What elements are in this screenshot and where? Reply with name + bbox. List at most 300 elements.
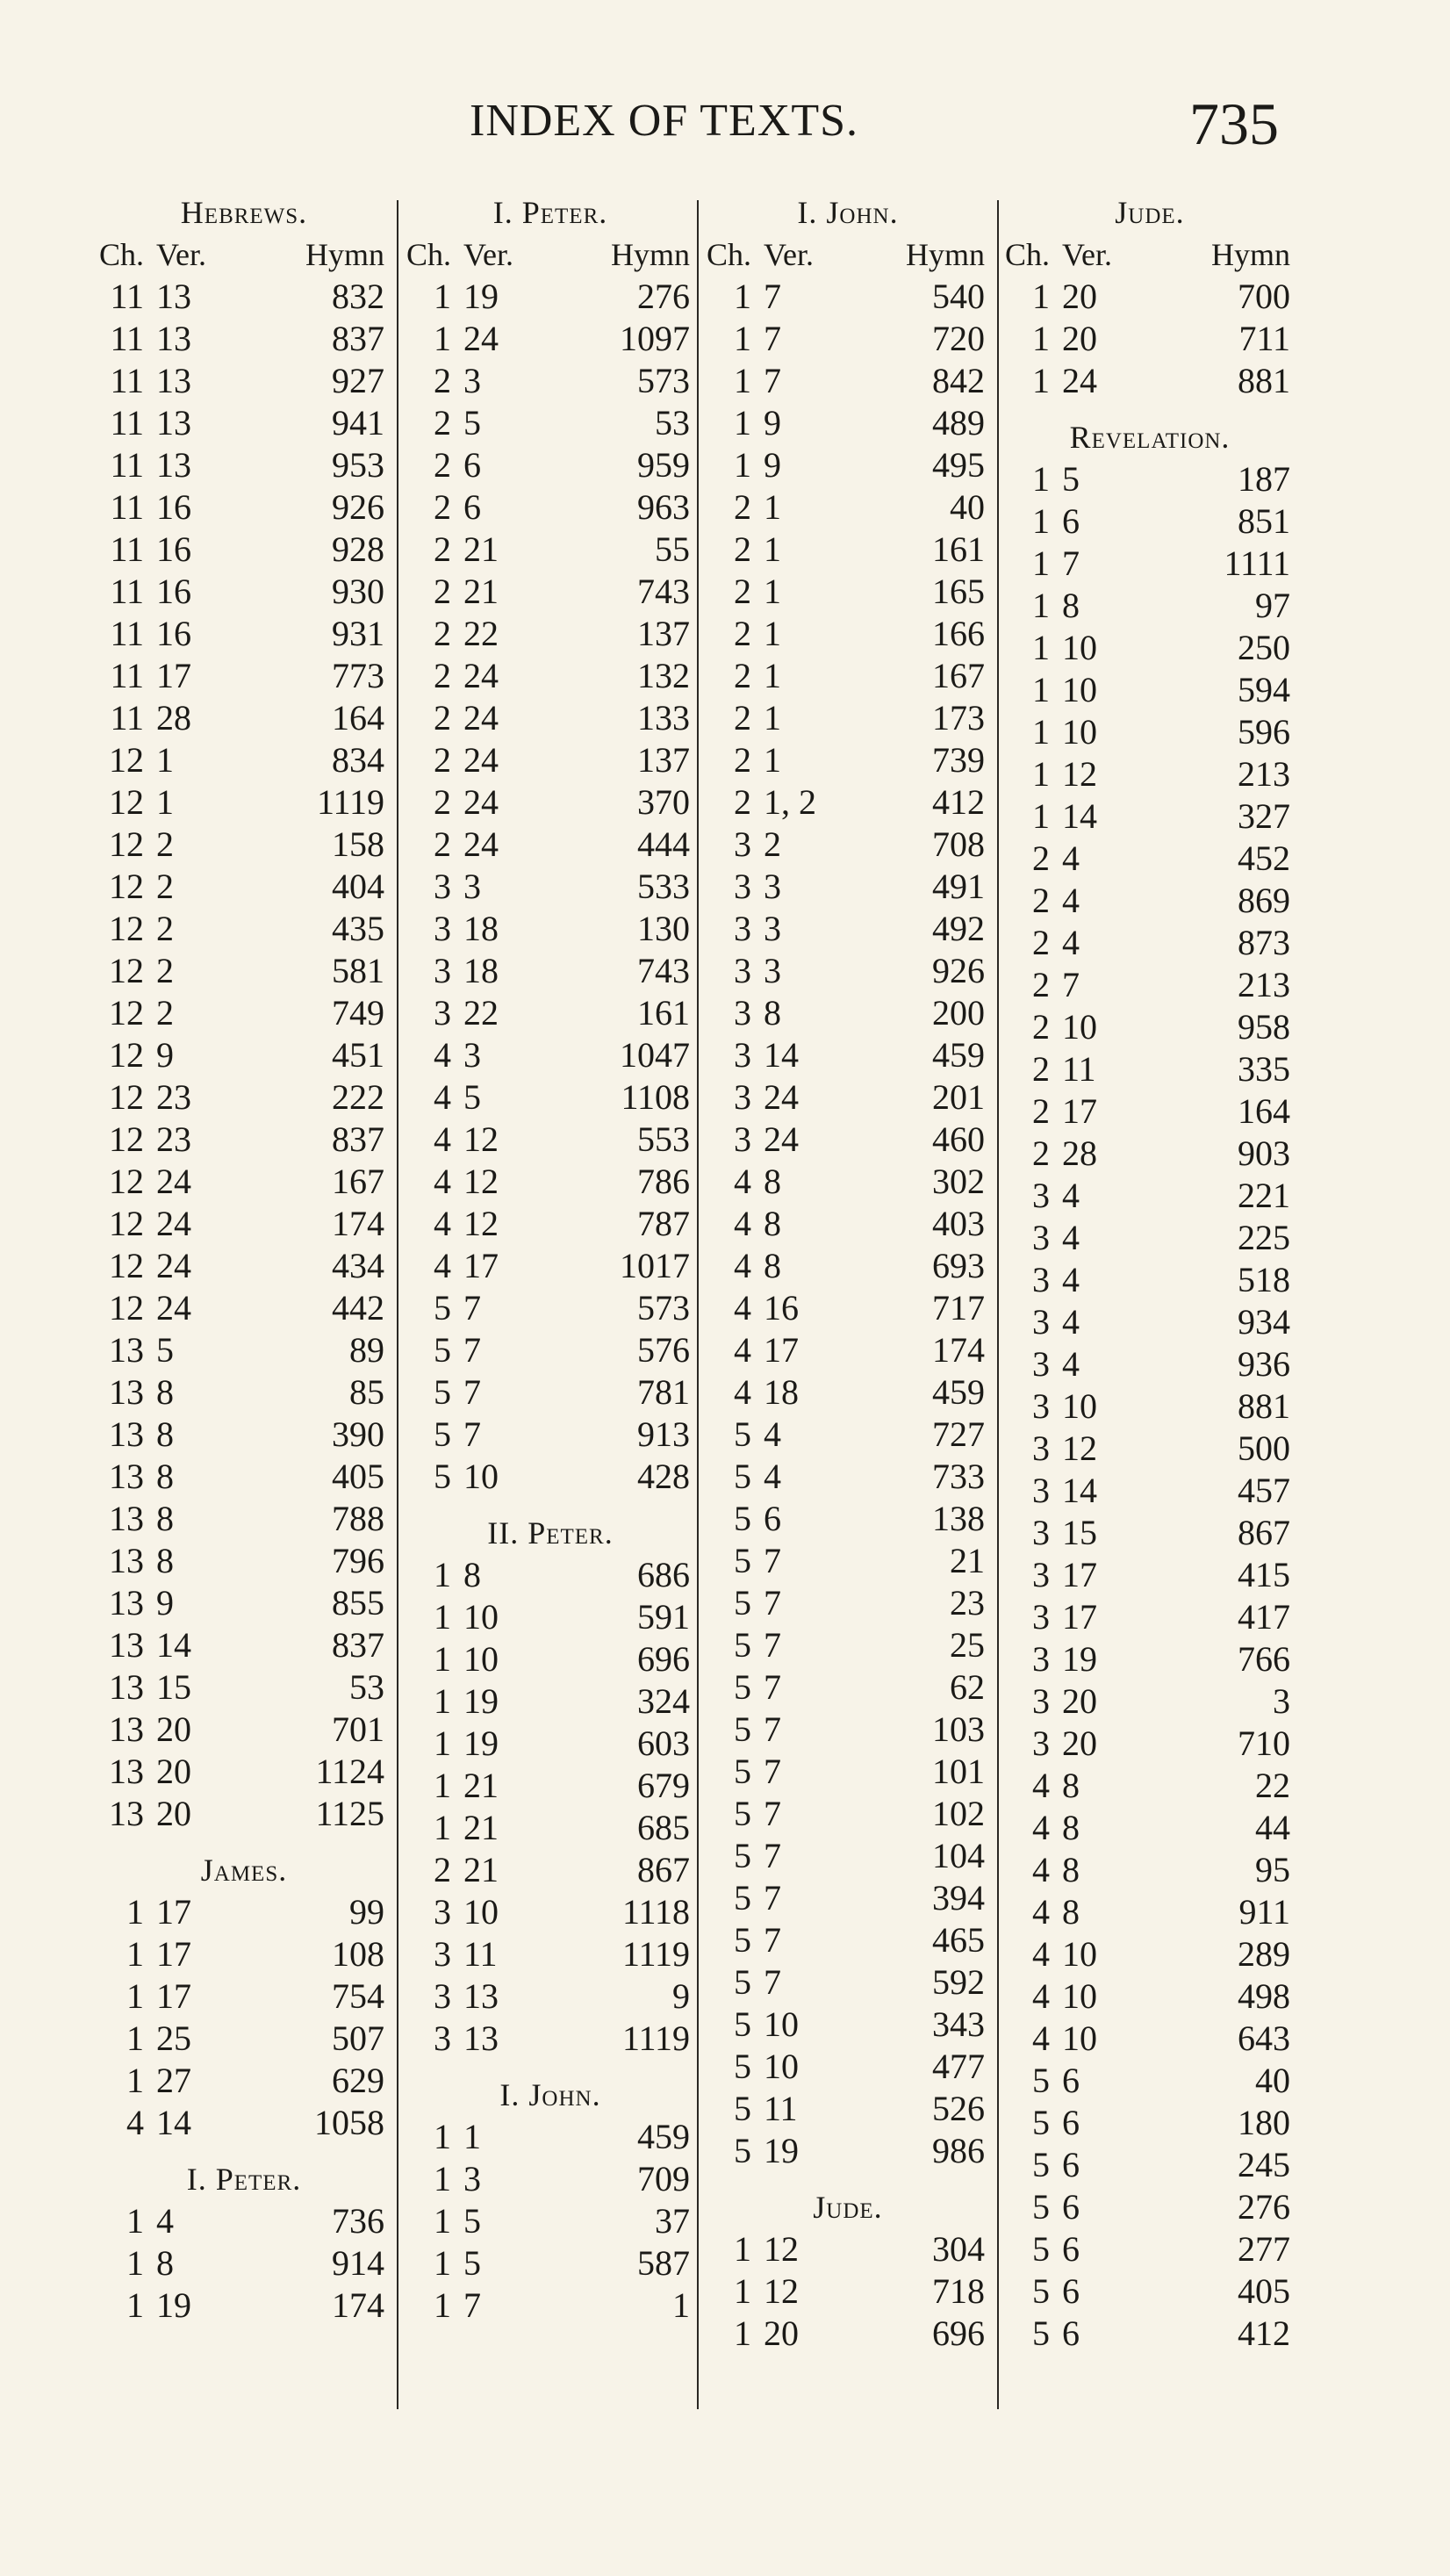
header-hymn: Hymn [305,237,384,272]
cell-ver: 15 [156,1667,191,1707]
cell-hymn: 53 [349,1667,384,1707]
index-row [95,318,393,360]
cell-ch: 11 [110,572,144,611]
cell-hymn: 304 [932,2229,985,2269]
cell-hymn: 881 [1238,361,1290,400]
cell-ch: 2 [734,529,751,569]
index-row [702,2313,994,2355]
index-row [702,2130,994,2172]
index-row [95,1891,393,1933]
cell-ch: 4 [434,1162,451,1201]
cell-ch: 11 [110,403,144,443]
cell-hymn: 491 [932,867,985,906]
cell-hymn: 161 [932,529,985,569]
cell-hymn: 405 [332,1457,384,1496]
cell-hymn: 225 [1238,1218,1290,1257]
cell-hymn: 3 [1273,1681,1290,1721]
cell-ver: 6 [1062,2103,1080,2142]
cell-hymn: 89 [349,1330,384,1370]
cell-ch: 4 [126,2103,144,2142]
cell-ch: 3 [734,824,751,864]
book-heading: Revelation. [1069,420,1231,455]
cell-ver: 13 [463,1976,499,2016]
cell-hymn: 686 [637,1555,690,1594]
cell-ver: 12 [1062,754,1097,794]
cell-hymn: 174 [932,1330,985,1370]
cell-ver: 28 [156,698,191,738]
cell-ver: 11 [1062,1049,1096,1089]
index-row [95,276,393,318]
cell-ver: 19 [463,1723,499,1763]
index-row [702,1371,994,1414]
column-header-row [402,234,699,276]
cell-ch: 2 [434,403,451,443]
cell-ver: 19 [156,2285,191,2325]
cell-hymn: 1 [672,2285,690,2325]
cell-hymn: 837 [332,1625,384,1665]
cell-ch: 1 [734,2271,751,2311]
cell-hymn: 489 [932,403,985,443]
cell-ver: 24 [156,1162,191,1201]
cell-hymn: 213 [1238,965,1290,1004]
index-row [95,2018,393,2060]
cell-ver: 1 [463,2117,481,2156]
cell-ch: 1 [434,1597,451,1637]
cell-ver: 24 [463,782,499,822]
cell-ver: 24 [156,1246,191,1285]
index-row [1001,1554,1299,1596]
index-row [702,655,994,697]
cell-ver: 8 [1062,1850,1080,1889]
cell-hymn: 245 [1238,2145,1290,2184]
cell-ch: 4 [734,1372,751,1412]
cell-ver: 8 [156,2243,174,2283]
index-row [1001,1723,1299,1765]
index-row [402,1456,699,1498]
cell-hymn: 403 [932,1204,985,1243]
cell-ver: 13 [156,319,191,358]
cell-ch: 2 [1032,1091,1050,1131]
cell-ch: 1 [434,1681,451,1721]
cell-ver: 3 [463,361,481,400]
cell-hymn: 842 [932,361,985,400]
index-row [1001,585,1299,627]
cell-ver: 8 [764,1246,781,1285]
cell-ch: 2 [434,445,451,485]
index-row [95,486,393,529]
index-column-4 [1001,191,1299,2355]
cell-hymn: 507 [332,2018,384,2058]
cell-ver: 8 [1062,1808,1080,1847]
cell-ver: 7 [463,1330,481,1370]
index-row [1001,1133,1299,1175]
index-row [1001,1343,1299,1385]
cell-ver: 8 [463,1555,481,1594]
cell-ver: 21 [463,1850,499,1889]
cell-ver: 4 [1062,1176,1080,1215]
index-row [402,486,699,529]
cell-ch: 1 [126,2201,144,2241]
index-row [95,613,393,655]
cell-hymn: 412 [932,782,985,822]
index-row [702,1919,994,1961]
cell-ver: 19 [1062,1639,1097,1679]
index-row [1001,753,1299,795]
cell-ch: 1 [434,2201,451,2241]
header-ver: Ver. [156,237,206,272]
index-row [702,1161,994,1203]
cell-hymn: 855 [332,1583,384,1623]
index-row [402,613,699,655]
cell-hymn: 766 [1238,1639,1290,1679]
cell-ver: 10 [463,1892,499,1932]
cell-hymn: 495 [932,445,985,485]
index-row [1001,795,1299,838]
cell-hymn: 643 [1238,2018,1290,2058]
cell-ver: 7 [764,361,781,400]
cell-ch: 2 [434,782,451,822]
index-row [702,1666,994,1709]
index-row [1001,1301,1299,1343]
cell-hymn: 986 [932,2131,985,2170]
cell-ver: 1 [156,782,174,822]
index-row [1001,1048,1299,1090]
cell-hymn: 102 [932,1794,985,1833]
cell-ch: 2 [734,614,751,653]
cell-hymn: 953 [332,445,384,485]
cell-ver: 24 [1062,361,1097,400]
index-row [402,1975,699,2018]
cell-ver: 12 [1062,1428,1097,1468]
cell-ver: 8 [764,993,781,1033]
cell-hymn: 711 [1238,319,1290,358]
index-row [95,2242,393,2285]
cell-ver: 3 [764,867,781,906]
cell-ver: 23 [156,1077,191,1117]
cell-hymn: 404 [332,867,384,906]
index-row [702,2004,994,2046]
index-row [702,402,994,444]
index-row [702,1498,994,1540]
index-row [1001,1175,1299,1217]
cell-hymn: 587 [637,2243,690,2283]
index-row [402,1849,699,1891]
cell-ver: 17 [156,1892,191,1932]
index-row [402,1329,699,1371]
cell-ch: 1 [126,1892,144,1932]
cell-ch: 1 [734,2313,751,2353]
cell-hymn: 101 [932,1752,985,1791]
cell-ver: 7 [764,277,781,316]
cell-ch: 4 [434,1077,451,1117]
cell-ver: 5 [463,2201,481,2241]
cell-ver: 10 [1062,670,1097,709]
index-row [702,1793,994,1835]
index-row [1001,669,1299,711]
cell-hymn: 174 [332,2285,384,2325]
index-column-2 [402,191,699,2327]
cell-ch: 1 [1032,319,1050,358]
cell-ch: 12 [109,1204,144,1243]
index-row [402,1034,699,1076]
index-row [702,950,994,992]
cell-hymn: 773 [332,656,384,695]
cell-hymn: 1097 [620,319,690,358]
cell-hymn: 221 [1238,1176,1290,1215]
index-row [95,1203,393,1245]
cell-ch: 5 [734,1499,751,1538]
cell-hymn: 452 [1238,838,1290,878]
cell-ch: 5 [1032,2271,1050,2311]
cell-ch: 3 [434,909,451,948]
index-row [702,1414,994,1456]
cell-ver: 17 [156,1976,191,2016]
cell-ch: 13 [109,1541,144,1580]
index-row [402,444,699,486]
cell-hymn: 412 [1238,2313,1290,2353]
cell-hymn: 581 [332,951,384,990]
cell-ch: 11 [110,445,144,485]
index-row [402,992,699,1034]
cell-ver: 24 [463,656,499,695]
index-row [402,2285,699,2327]
index-row [1001,2270,1299,2313]
cell-ch: 3 [1032,1302,1050,1342]
cell-ch: 1 [434,2285,451,2325]
cell-ch: 2 [434,740,451,780]
cell-ch: 3 [734,1035,751,1075]
index-row [1001,1638,1299,1680]
cell-ver: 21 [463,1808,499,1847]
cell-ver: 11 [463,1934,498,1974]
index-row [95,1034,393,1076]
cell-ver: 1 [156,740,174,780]
index-row [1001,2018,1299,2060]
cell-ch: 2 [434,487,451,527]
cell-ch: 13 [109,1499,144,1538]
cell-ch: 3 [434,951,451,990]
cell-ch: 11 [110,698,144,738]
cell-ch: 1 [434,2117,451,2156]
page-title: INDEX OF TEXTS. [470,96,859,146]
cell-hymn: 754 [332,1976,384,2016]
cell-hymn: 1047 [620,1035,690,1075]
column-divider [997,200,999,2409]
cell-ver: 17 [764,1330,799,1370]
index-row [702,1751,994,1793]
cell-ver: 4 [156,2201,174,2241]
cell-ver: 1 [764,487,781,527]
cell-ch: 2 [1032,881,1050,920]
cell-ch: 11 [110,277,144,316]
cell-hymn: 104 [932,1836,985,1875]
cell-hymn: 459 [932,1372,985,1412]
cell-hymn: 55 [655,529,690,569]
cell-ver: 14 [156,2103,191,2142]
cell-ver: 19 [463,1681,499,1721]
cell-ver: 5 [463,2243,481,2283]
header-hymn: Hymn [611,237,690,272]
cell-ch: 1 [126,1976,144,2016]
index-row [95,2285,393,2327]
cell-hymn: 459 [932,1035,985,1075]
cell-ch: 5 [734,1752,751,1791]
cell-hymn: 1119 [316,782,384,822]
index-row [402,655,699,697]
cell-ver: 12 [463,1119,499,1159]
cell-ver: 7 [764,1541,781,1580]
cell-ch: 3 [1032,1344,1050,1384]
cell-ch: 2 [1032,965,1050,1004]
index-row [402,402,699,444]
index-row [1001,964,1299,1006]
index-row [95,2060,393,2102]
book-heading: II. Peter. [487,1515,614,1551]
cell-ch: 2 [1032,838,1050,878]
cell-ver: 15 [1062,1513,1097,1552]
cell-ver: 17 [1062,1091,1097,1131]
cell-hymn: 796 [332,1541,384,1580]
cell-ch: 5 [1032,2187,1050,2227]
cell-hymn: 709 [637,2159,690,2198]
cell-ch: 1 [1032,543,1050,583]
cell-hymn: 596 [1238,712,1290,752]
section-spacer [402,2060,699,2074]
cell-ver: 14 [1062,1471,1097,1510]
cell-ch: 11 [110,319,144,358]
index-row [702,1119,994,1161]
cell-hymn: 1119 [621,1934,690,1974]
cell-ch: 2 [734,698,751,738]
index-row [1001,1512,1299,1554]
cell-hymn: 435 [332,909,384,948]
index-row [1001,2144,1299,2186]
cell-ver: 8 [1062,1892,1080,1932]
cell-ver: 6 [1062,2313,1080,2353]
cell-ver: 5 [156,1330,174,1370]
cell-ch: 2 [734,740,751,780]
index-row [95,1329,393,1371]
index-row [402,2018,699,2060]
cell-ch: 5 [434,1414,451,1454]
index-row [402,1371,699,1414]
index-row [95,1933,393,1975]
index-row [702,1245,994,1287]
cell-ver: 16 [764,1288,799,1328]
index-row [702,1203,994,1245]
cell-ver: 6 [1062,2145,1080,2184]
cell-hymn: 62 [950,1667,985,1707]
index-row [1001,1217,1299,1259]
cell-hymn: 1058 [314,2103,384,2142]
cell-ver: 20 [156,1752,191,1791]
cell-hymn: 553 [637,1119,690,1159]
cell-hymn: 928 [332,529,384,569]
index-row [95,360,393,402]
cell-hymn: 701 [332,1709,384,1749]
cell-ver: 20 [156,1794,191,1833]
cell-hymn: 167 [332,1162,384,1201]
index-row [402,1891,699,1933]
cell-ch: 4 [1032,1766,1050,1805]
index-row [1001,1975,1299,2018]
cell-ch: 13 [109,1752,144,1791]
cell-hymn: 276 [1238,2187,1290,2227]
cell-hymn: 133 [637,698,690,738]
cell-hymn: 873 [1238,923,1290,962]
index-row [95,1161,393,1203]
cell-ch: 1 [126,2285,144,2325]
cell-ch: 3 [1032,1597,1050,1637]
cell-ch: 5 [1032,2103,1050,2142]
cell-hymn: 743 [637,572,690,611]
cell-ch: 4 [734,1204,751,1243]
index-row [1001,1259,1299,1301]
cell-hymn: 914 [332,2243,384,2283]
cell-ver: 20 [1062,319,1097,358]
cell-ver: 5 [463,403,481,443]
cell-ver: 13 [156,445,191,485]
cell-ver: 3 [764,909,781,948]
cell-hymn: 200 [932,993,985,1033]
cell-hymn: 594 [1238,670,1290,709]
cell-hymn: 130 [637,909,690,948]
book-heading: Jude. [813,2190,883,2225]
cell-hymn: 250 [1238,628,1290,667]
cell-hymn: 222 [332,1077,384,1117]
cell-ch: 3 [734,993,751,1033]
cell-ver: 11 [764,2089,798,2128]
index-row [95,2200,393,2242]
cell-hymn: 44 [1255,1808,1290,1847]
cell-hymn: 459 [637,2117,690,2156]
cell-ver: 7 [764,1709,781,1749]
cell-ch: 13 [109,1709,144,1749]
cell-hymn: 1119 [621,2018,690,2058]
cell-ver: 7 [764,1836,781,1875]
index-row [402,1807,699,1849]
cell-ver: 2 [156,909,174,948]
index-row [95,1540,393,1582]
cell-ch: 1 [434,2243,451,2283]
section-spacer [702,2172,994,2186]
cell-hymn: 1124 [315,1752,384,1791]
cell-hymn: 717 [932,1288,985,1328]
index-row [402,2200,699,2242]
cell-ch: 1 [434,1555,451,1594]
cell-ch: 1 [126,1934,144,1974]
cell-ch: 5 [734,1457,751,1496]
index-row [402,697,699,739]
cell-hymn: 324 [637,1681,690,1721]
cell-ch: 1 [434,2159,451,2198]
index-row [95,1287,393,1329]
cell-ch: 12 [109,782,144,822]
cell-hymn: 837 [332,319,384,358]
cell-ch: 2 [434,572,451,611]
cell-ver: 6 [1062,2271,1080,2311]
cell-hymn: 867 [1238,1513,1290,1552]
cell-hymn: 457 [1238,1471,1290,1510]
index-row [702,1287,994,1329]
cell-hymn: 591 [637,1597,690,1637]
index-row [1001,2060,1299,2102]
cell-ch: 1 [1032,712,1050,752]
cell-ver: 1 [764,656,781,695]
cell-hymn: 930 [332,572,384,611]
index-row [1001,627,1299,669]
cell-hymn: 710 [1238,1723,1290,1763]
